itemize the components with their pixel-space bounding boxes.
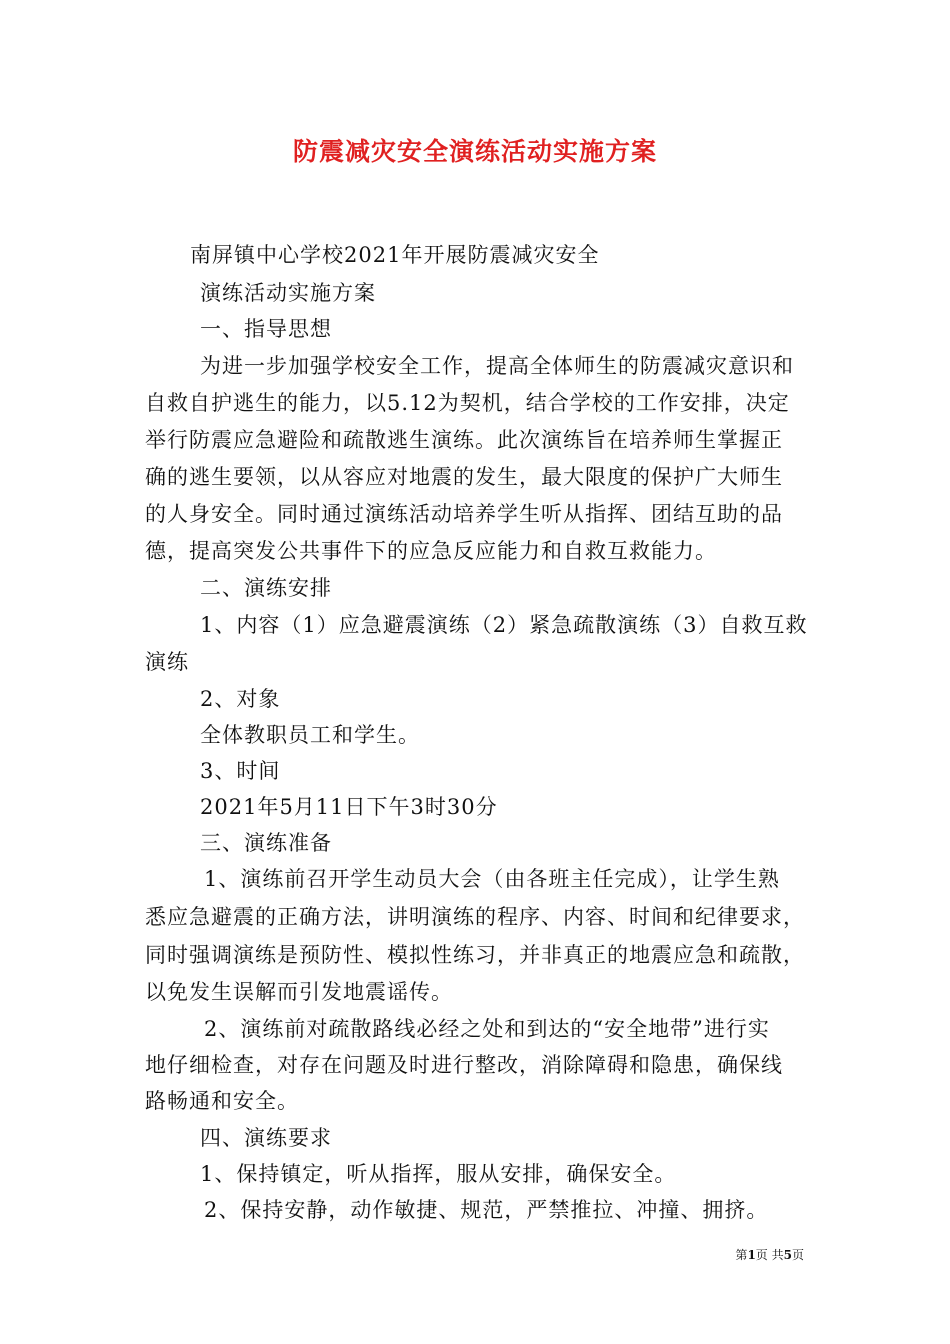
text-line: 南屏镇中心学校2021年开展防震减灾安全 (190, 243, 600, 267)
text-line: 演练 (145, 650, 189, 674)
text-line: 2021年5月11日下午3时30分 (200, 795, 498, 819)
section-heading: 四、演练要求 (200, 1126, 332, 1150)
text-line: 以免发生误解而引发地震谣传。 (145, 980, 453, 1004)
section-heading: 一、指导思想 (200, 317, 332, 341)
text-line: 1、内容（1）应急避震演练（2）紧急疏散演练（3）自救互救 (200, 613, 808, 637)
text-line: 演练活动实施方案 (200, 281, 376, 305)
footer-prefix: 第 (735, 1248, 748, 1262)
text-line: 2、对象 (200, 687, 281, 711)
text-line: 确的逃生要领，以从容应对地震的发生，最大限度的保护广大师生 (145, 465, 783, 489)
text-line: 路畅通和安全。 (145, 1089, 299, 1113)
section-heading: 二、演练安排 (200, 576, 332, 600)
text-line: 为进一步加强学校安全工作，提高全体师生的防震减灾意识和 (200, 354, 794, 378)
text-line: 举行防震应急避险和疏散逃生演练。此次演练旨在培养师生掌握正 (145, 428, 783, 452)
text-line: 1、演练前召开学生动员大会（由各班主任完成），让学生熟 (204, 867, 780, 891)
text-line: 德，提高突发公共事件下的应急反应能力和自救互救能力。 (145, 539, 717, 563)
section-heading: 三、演练准备 (200, 831, 332, 855)
text-line: 2、保持安静，动作敏捷、规范，严禁推拉、冲撞、拥挤。 (204, 1198, 769, 1222)
text-line: 同时强调演练是预防性、模拟性练习，并非真正的地震应急和疏散， (145, 943, 805, 967)
text-line: 3、时间 (200, 759, 281, 783)
text-line: 自救自护逃生的能力，以5.12为契机，结合学校的工作安排，决定 (145, 391, 790, 415)
text-line: 悉应急避震的正确方法，讲明演练的程序、内容、时间和纪律要求， (145, 905, 805, 929)
footer-total-pages: 5 (783, 1248, 792, 1262)
text-line: 全体教职员工和学生。 (200, 723, 420, 747)
text-line: 1、保持镇定，听从指挥，服从安排，确保安全。 (200, 1162, 677, 1186)
footer-current-page: 1 (747, 1248, 756, 1262)
page-number-footer (735, 1246, 804, 1263)
text-line: 的人身安全。同时通过演练活动培养学生听从指挥、团结互助的品 (145, 502, 783, 526)
document-title: 防震减灾安全演练活动实施方案 (292, 137, 657, 166)
footer-suffix: 页 (791, 1248, 804, 1262)
text-line: 地仔细检查，对存在问题及时进行整改，消除障碍和隐患，确保线 (145, 1053, 783, 1077)
text-line: 2、演练前对疏散路线必经之处和到达的“安全地带”进行实 (204, 1017, 770, 1041)
footer-middle: 页 共 (755, 1248, 784, 1262)
